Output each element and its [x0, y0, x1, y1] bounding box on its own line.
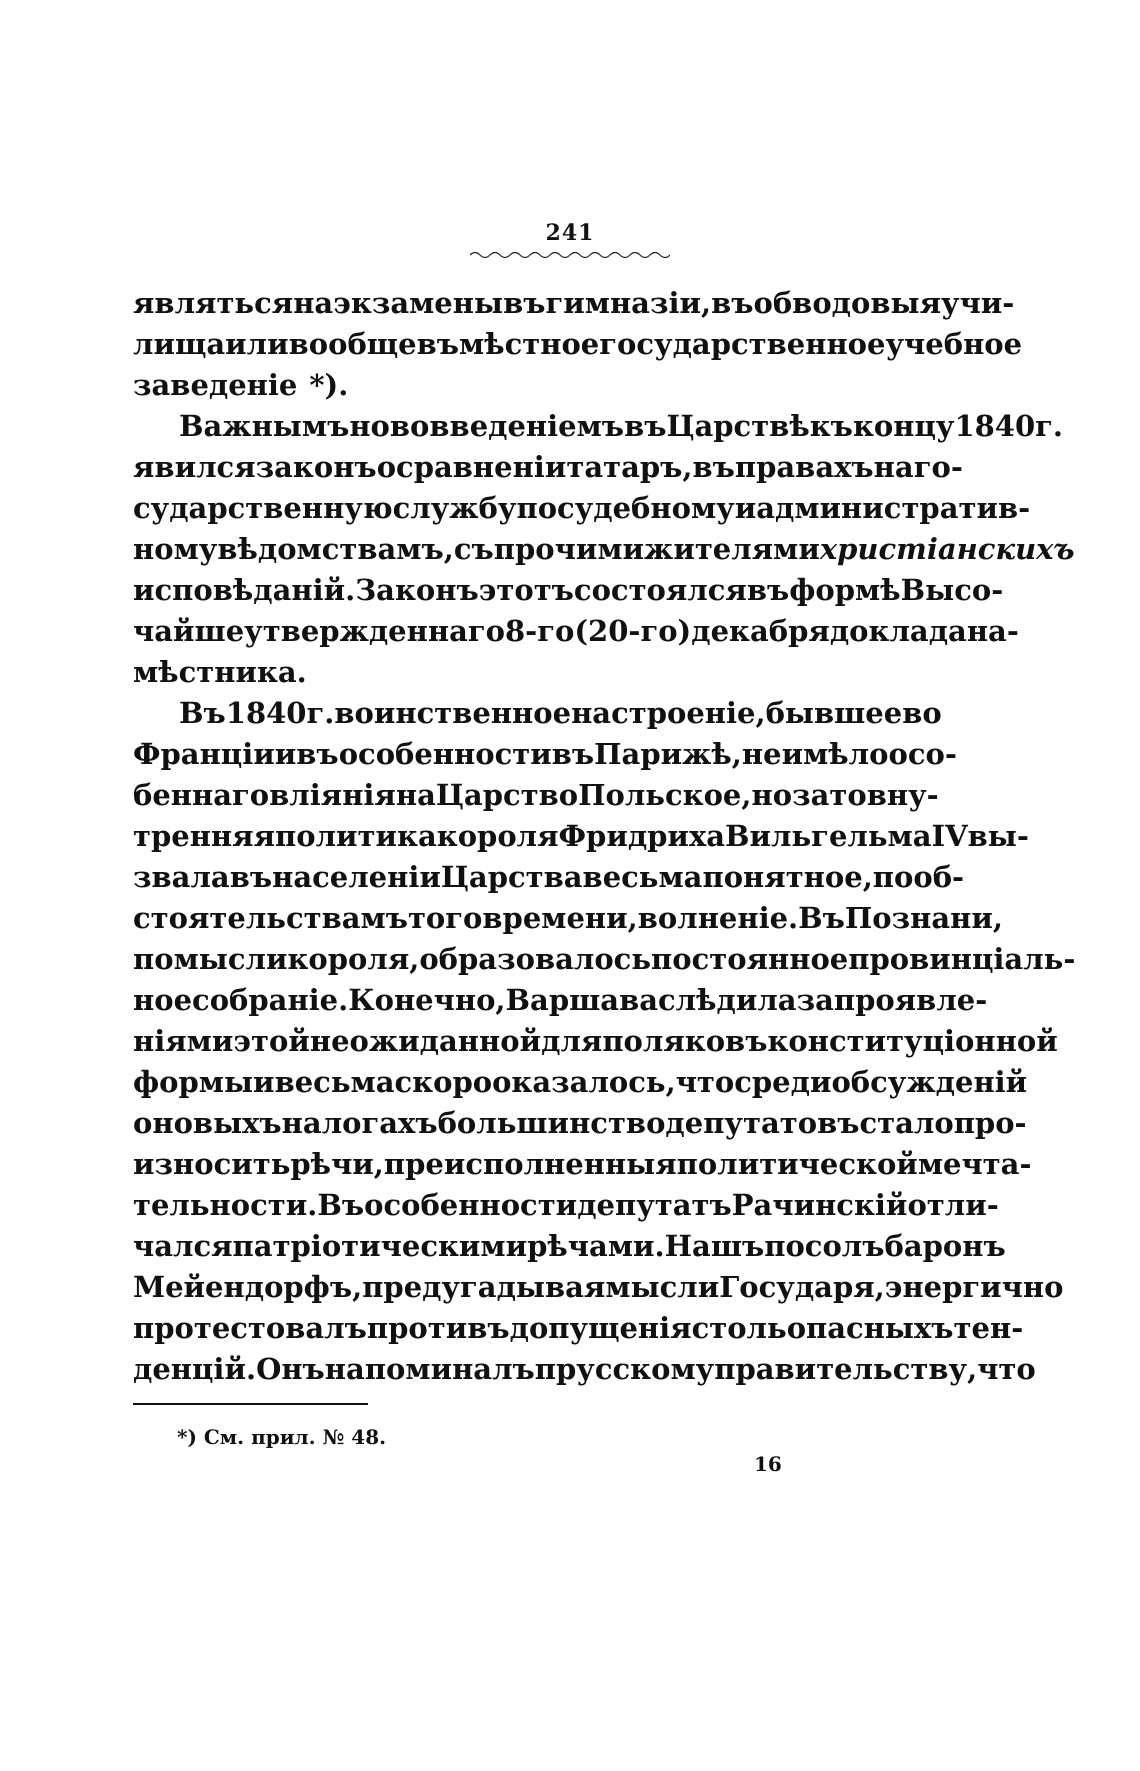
- word: настроеніе,: [571, 696, 766, 730]
- word: за: [792, 778, 830, 812]
- text-line: [133, 529, 1075, 570]
- word: прочими: [493, 532, 645, 566]
- word: вѣдомствамъ,: [217, 532, 454, 566]
- word: Въ: [317, 1188, 365, 1222]
- word: поляковъ: [602, 1024, 768, 1058]
- word: Государя,: [719, 1270, 885, 1304]
- word: *).: [309, 368, 349, 402]
- word: Франціи: [133, 737, 275, 771]
- text-line: [133, 1144, 1032, 1185]
- word: или: [225, 327, 289, 361]
- text-line: [133, 1267, 1064, 1308]
- word: политика: [275, 819, 437, 853]
- word: протестовалъ: [133, 1311, 367, 1345]
- word: опасныхъ: [786, 1311, 954, 1345]
- word: новыхъ: [152, 1106, 282, 1140]
- text-line: [133, 1062, 1028, 1103]
- word: въ: [711, 286, 754, 320]
- page-number: 241: [545, 220, 595, 246]
- word: въ: [624, 409, 667, 443]
- word: этотъ: [478, 573, 574, 607]
- word: предугадывая: [362, 1270, 606, 1304]
- word: то: [829, 778, 867, 812]
- word: службу: [392, 491, 517, 525]
- word: въ: [692, 450, 735, 484]
- word: утвержденнаго: [244, 614, 505, 648]
- word: мѣстника.: [133, 655, 307, 689]
- word: въ: [296, 737, 339, 771]
- word: обсужденій: [831, 1065, 1028, 1099]
- text-line: [133, 857, 965, 898]
- word: въ: [503, 286, 546, 320]
- word: сударственную: [133, 491, 393, 525]
- word: ному: [133, 532, 218, 566]
- word: 1840: [954, 409, 1036, 443]
- word: учи-: [941, 286, 1015, 320]
- word: рѣчи,: [290, 1147, 384, 1181]
- text-line: [133, 898, 1004, 939]
- word: энергично: [884, 1270, 1064, 1304]
- word: этой: [233, 1024, 310, 1058]
- word: мечта-: [917, 1147, 1032, 1181]
- word: о: [133, 1106, 153, 1140]
- word: Вильгельма: [725, 819, 932, 853]
- word: особенности: [338, 737, 552, 771]
- word: гимназіи,: [545, 286, 712, 320]
- word: политической: [676, 1147, 918, 1181]
- word: скоро: [394, 1065, 493, 1099]
- word: обводовыя: [753, 286, 941, 320]
- text-line: [133, 1103, 1027, 1144]
- word: весьма: [274, 1065, 395, 1099]
- word: большинство: [437, 1106, 666, 1140]
- word: стоятельствамъ: [133, 901, 408, 935]
- word: формы: [133, 1065, 254, 1099]
- word: напоминалъ: [324, 1352, 535, 1386]
- word: правительству,: [714, 1352, 978, 1386]
- word: провинціаль-: [848, 942, 1076, 976]
- word: чайше: [133, 614, 245, 648]
- text-line: [133, 611, 1019, 652]
- word: во: [902, 696, 942, 730]
- word: IV: [931, 819, 968, 853]
- word: что: [977, 1352, 1036, 1386]
- word: Мейендорфъ,: [133, 1270, 363, 1304]
- word: Познани,: [844, 901, 1004, 935]
- word: о: [376, 450, 397, 484]
- word: отли-: [907, 1188, 999, 1222]
- word: столь: [691, 1311, 787, 1345]
- word: для: [541, 1024, 603, 1058]
- text-line: [133, 406, 1064, 447]
- word: вообще: [288, 327, 417, 361]
- word: преисполненныя: [383, 1147, 677, 1181]
- word: осо-: [888, 737, 957, 771]
- word: съ: [453, 532, 494, 566]
- word: по: [133, 942, 174, 976]
- word: вну-: [866, 778, 939, 812]
- word: мысли: [173, 942, 288, 976]
- word: доклада: [829, 614, 967, 648]
- word: Царства: [440, 860, 583, 894]
- word: слѣдила: [658, 983, 797, 1017]
- footnote-rule: [133, 1403, 368, 1405]
- word: чался: [133, 1229, 233, 1263]
- word: и: [734, 491, 757, 525]
- word: баронъ: [884, 1229, 1006, 1263]
- word: патріотическими: [232, 1229, 528, 1263]
- word: налогахъ: [281, 1106, 438, 1140]
- word: весьма: [582, 860, 703, 894]
- word: заведеніе: [133, 368, 298, 402]
- word: тельности.: [133, 1188, 318, 1222]
- word: понятное,: [702, 860, 873, 894]
- word: и: [274, 737, 297, 771]
- word: депутатъ: [577, 1188, 732, 1222]
- word: времени,: [482, 901, 638, 935]
- text-line: [133, 939, 1076, 980]
- text-line: [133, 1185, 999, 1226]
- word: Парижѣ,: [594, 737, 742, 771]
- word: посолъ: [764, 1229, 885, 1263]
- word: являться: [133, 286, 294, 320]
- word: административ-: [756, 491, 1031, 525]
- word: вы-: [967, 819, 1029, 853]
- word: не: [741, 737, 782, 771]
- text-line: [133, 816, 1029, 857]
- word: тен-: [953, 1311, 1024, 1345]
- word: образовалось: [419, 942, 652, 976]
- word: бывшее: [765, 696, 903, 730]
- word: Въ: [179, 696, 226, 730]
- word: Нашъ: [664, 1229, 765, 1263]
- text-line: [133, 283, 1015, 324]
- word: беннаго: [133, 778, 270, 812]
- word: (20-го): [574, 614, 692, 648]
- word: въ: [746, 573, 790, 607]
- word: звала: [133, 860, 230, 894]
- word: и: [253, 1065, 275, 1099]
- word: въ: [229, 860, 273, 894]
- text-line: [133, 324, 1023, 365]
- word: Фридриха: [558, 819, 726, 853]
- word: Важнымъ: [179, 409, 350, 443]
- word: мысли: [605, 1270, 720, 1304]
- word: населеніи: [272, 860, 441, 894]
- word: 8-го: [505, 614, 575, 648]
- word: собраніе.: [192, 983, 349, 1017]
- word: короля: [436, 819, 559, 853]
- word: по: [516, 491, 558, 525]
- word: противъ: [366, 1311, 510, 1345]
- word: правахъ: [734, 450, 874, 484]
- word: го-: [913, 450, 963, 484]
- word: сравненіи: [396, 450, 567, 484]
- word: христіанскихъ: [819, 532, 1075, 566]
- text-line: [133, 1308, 1024, 1349]
- word: Царство: [435, 778, 579, 812]
- word: экзамены: [333, 286, 504, 320]
- word: конституціонной: [767, 1024, 1058, 1058]
- word: состоялся: [573, 573, 747, 607]
- text-line: [133, 693, 942, 734]
- word: об-: [913, 860, 965, 894]
- word: Польское,: [578, 778, 752, 812]
- word: среди: [734, 1065, 832, 1099]
- word: Конечно,: [348, 983, 506, 1017]
- word: воинственное: [334, 696, 572, 730]
- signature-mark: 16: [754, 1452, 782, 1476]
- word: за: [796, 983, 834, 1017]
- body-text: [133, 283, 1076, 1390]
- word: на-: [966, 614, 1019, 648]
- word: прусскому: [534, 1352, 715, 1386]
- word: Варшава: [505, 983, 659, 1017]
- text-line: [133, 734, 957, 775]
- text-line: [133, 447, 963, 488]
- word: вліянія: [269, 778, 396, 812]
- word: явился: [133, 450, 256, 484]
- word: Рачинскій: [731, 1188, 908, 1222]
- word: на: [873, 450, 914, 484]
- word: допущенія: [509, 1311, 692, 1345]
- ornamental-wavy-rule: [470, 250, 670, 260]
- word: формѣ: [789, 573, 901, 607]
- word: Высо-: [900, 573, 1004, 607]
- word: государственное: [599, 327, 886, 361]
- text-line: [133, 1349, 1036, 1390]
- text-line: [133, 775, 939, 816]
- word: татаръ,: [566, 450, 693, 484]
- word: ніями: [133, 1024, 234, 1058]
- word: Онъ: [256, 1352, 325, 1386]
- word: рѣчами.: [527, 1229, 665, 1263]
- text-line: [133, 570, 1004, 611]
- word: въ: [416, 327, 460, 361]
- word: 1840: [225, 696, 307, 730]
- word: постоянное: [651, 942, 849, 976]
- text-line: [133, 365, 843, 406]
- word: имѣло: [781, 737, 889, 771]
- word: на: [293, 286, 334, 320]
- word: оказалось,: [492, 1065, 676, 1099]
- word: на: [395, 778, 436, 812]
- word: концу: [852, 409, 955, 443]
- text-line: [133, 1226, 1006, 1267]
- word: жителями: [644, 532, 820, 566]
- word: короля,: [287, 942, 420, 976]
- text-line: [133, 1021, 1058, 1062]
- word: Законъ: [355, 573, 479, 607]
- word: къ: [809, 409, 853, 443]
- word: Въ: [798, 901, 845, 935]
- word: что: [675, 1065, 735, 1099]
- text-line: [133, 652, 843, 693]
- word: того: [407, 901, 483, 935]
- word: особенности: [364, 1188, 578, 1222]
- word: законъ: [255, 450, 377, 484]
- word: лища: [133, 327, 226, 361]
- word: но: [751, 778, 793, 812]
- word: Царствѣ: [666, 409, 810, 443]
- text-line: [133, 488, 1031, 529]
- word: учебное: [885, 327, 1023, 361]
- word: въ: [551, 737, 595, 771]
- word: г.: [1035, 409, 1064, 443]
- word: про-: [953, 1106, 1027, 1140]
- footnote: *) См. прил. № 48.: [177, 1425, 387, 1449]
- word: волненіе.: [637, 901, 799, 935]
- word: денцій.: [133, 1352, 257, 1386]
- word: судебному: [557, 491, 735, 525]
- word: проявле-: [833, 983, 988, 1017]
- word: неожиданной: [309, 1024, 542, 1058]
- word: г.: [306, 696, 335, 730]
- word: износить: [133, 1147, 291, 1181]
- word: стало: [859, 1106, 954, 1140]
- word: декабря: [691, 614, 830, 648]
- text-line: [133, 980, 988, 1021]
- word: исповѣданій.: [133, 573, 356, 607]
- word: нововведеніемъ: [349, 409, 625, 443]
- word: депутатовъ: [665, 1106, 860, 1140]
- word: ное: [133, 983, 193, 1017]
- word: мѣстное: [459, 327, 600, 361]
- word: по: [872, 860, 914, 894]
- word: тренняя: [133, 819, 275, 853]
